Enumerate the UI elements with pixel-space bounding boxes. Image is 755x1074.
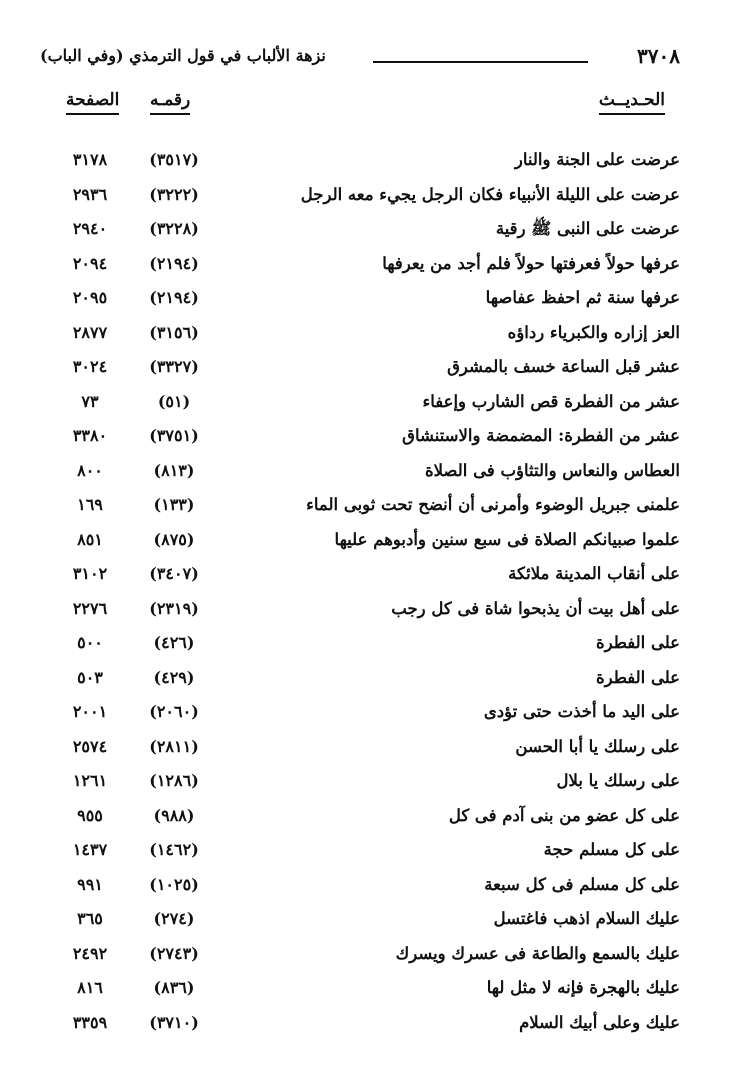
hadith-text: عليك وعلى أبيك السلام (519, 1012, 680, 1032)
page-reference: ٢٨٧٧ (72, 322, 108, 342)
page-reference: ٢٢٧٦ (72, 598, 108, 618)
page-reference: ١٤٣٧ (72, 840, 108, 859)
index-entry (40, 905, 680, 940)
hadith-number: (١٣٣) (153, 495, 195, 514)
hadith-text: عشر من الفطرة قص الشارب وإعفاء (422, 391, 680, 411)
header-rule (373, 61, 588, 63)
index-entry (40, 698, 680, 733)
hadith-text: العز إزاره والكبرياء رداؤه (507, 322, 680, 342)
page-reference: ٣٦٥ (77, 909, 103, 928)
hadith-index-list (40, 146, 680, 1043)
page-reference: ٢٠٩٤ (72, 253, 108, 273)
book-title: نزهة الألباب في قول الترمذي (وفي الباب) (40, 46, 326, 65)
hadith-text: عليك بالهجرة فإنه لا مثل لها (486, 978, 680, 997)
hadith-number: (٢٧٤٣) (149, 943, 199, 963)
index-entry (40, 664, 680, 699)
hadith-number: (٣٣٢٧) (149, 357, 199, 376)
page-reference: ٢٠٩٥ (72, 288, 108, 307)
hadith-number: (٣١٥٦) (149, 322, 199, 342)
hadith-number: (٥١) (157, 391, 191, 411)
hadith-text: على الفطرة (595, 633, 680, 652)
hadith-text: على اليد ما أخذت حتى تؤدى (483, 702, 680, 721)
index-entry (40, 457, 680, 492)
hadith-number: (٣٧١٠) (149, 1012, 199, 1032)
hadith-text: عليك بالسمع والطاعة فى عسرك ويسرك (395, 943, 680, 963)
index-entry (40, 629, 680, 664)
index-entry (40, 146, 680, 181)
page-reference: ٢٥٧٤ (72, 736, 108, 756)
index-entry (40, 284, 680, 319)
page-reference: ٣٣٥٩ (72, 1012, 108, 1032)
hadith-text: على رسلك يا أبا الحسن (515, 736, 680, 756)
hadith-number: (١٤٦٢) (149, 840, 199, 859)
page-reference: ٣١٧٨ (72, 150, 108, 169)
index-entry (40, 491, 680, 526)
page-reference: ٣٣٨٠ (72, 426, 108, 445)
index-entry (40, 836, 680, 871)
page-reference: ٨٥١ (77, 529, 103, 549)
hadith-number: (٢١٩٤) (149, 288, 199, 307)
hadith-text: العطاس والنعاس والتثاؤب فى الصلاة (424, 460, 680, 480)
hadith-text: عليك السلام اذهب فاغتسل (493, 909, 680, 928)
hadith-text: عشر من الفطرة: المضمضة والاستنشاق (402, 426, 680, 445)
hadith-number: (١٢٨٦) (149, 771, 199, 790)
hadith-number: (٩٨٨) (153, 805, 195, 825)
index-entry (40, 215, 680, 250)
page-reference: ١٦٩ (77, 495, 103, 514)
hadith-text: عرضت على النبى ﷺ رقية (495, 219, 680, 238)
column-heading-page-label: الصفحة (66, 90, 119, 115)
hadith-number: (٣٢٢٨) (149, 219, 199, 238)
hadith-text: عرفها سنة ثم احفظ عفاصها (485, 288, 680, 307)
column-heading-hadith (599, 90, 665, 118)
index-entry (40, 319, 680, 354)
hadith-text: على الفطرة (595, 667, 680, 687)
column-heading-number-label: رقمـه (150, 90, 190, 115)
page-reference: ٥٠٠ (77, 633, 103, 652)
hadith-number: (٢٨١١) (149, 736, 199, 756)
index-entry (40, 388, 680, 423)
hadith-text: على كل مسلم فى كل سبعة (484, 874, 680, 894)
page-reference: ٣٠٢٤ (72, 357, 108, 376)
hadith-number: (٢٠٦٠) (149, 702, 199, 721)
index-entry (40, 250, 680, 285)
hadith-text: على كل مسلم حجة (543, 840, 680, 859)
hadith-number: (٨٧٥) (153, 529, 195, 549)
hadith-text: علموا صبيانكم الصلاة فى سبع سنين وأدبوهم عليها (334, 529, 680, 549)
hadith-number: (٢١٩٤) (149, 253, 199, 273)
index-entry (40, 974, 680, 1009)
index-entry (40, 802, 680, 837)
page-reference: ٨٠٠ (77, 460, 103, 480)
index-entry (40, 595, 680, 630)
hadith-text: عرفها حولاً فعرفتها حولاً فلم أجد من يعرفها (382, 253, 680, 273)
hadith-number: (٢٧٤) (153, 909, 195, 928)
page-reference: ٧٣ (81, 391, 99, 411)
hadith-text: على رسلك يا بلال (556, 771, 680, 790)
hadith-number: (٢٣١٩) (149, 598, 199, 618)
page-reference: ٣١٠٢ (72, 564, 108, 583)
column-heading-number (150, 90, 190, 118)
index-entry (40, 526, 680, 561)
hadith-text: عشر قبل الساعة خسف بالمشرق (447, 357, 680, 376)
index-entry (40, 422, 680, 457)
index-entry (40, 1009, 680, 1044)
index-entry (40, 560, 680, 595)
page-reference: ٢٩٤٠ (72, 219, 108, 238)
index-entry (40, 733, 680, 768)
hadith-number: (٨٣٦) (153, 978, 195, 997)
hadith-text: علمنى جبريل الوضوء وأمرنى أن أنضح تحت ثوبى الماء (306, 495, 680, 514)
hadith-number: (٣٧٥١) (149, 426, 199, 445)
column-heading-page (66, 90, 119, 118)
hadith-number: (٤٢٩) (153, 667, 195, 687)
hadith-number: (٣٥١٧) (149, 150, 199, 169)
page-reference: ٢٩٣٦ (72, 184, 108, 204)
index-entry (40, 181, 680, 216)
page-reference: ٢٠٠١ (72, 702, 108, 721)
hadith-number: (٣٢٢٢) (149, 184, 199, 204)
hadith-text: عرضت على الجنة والنار (514, 150, 680, 169)
page-reference: ٥٠٣ (77, 667, 103, 687)
hadith-text: على أنقاب المدينة ملائكة (508, 564, 680, 583)
hadith-text: عرضت على الليلة الأنبياء فكان الرجل يجيء معه الرجل (300, 184, 680, 204)
page-reference: ٩٥٥ (77, 805, 103, 825)
running-header (40, 44, 680, 74)
hadith-text: على أهل بيت أن يذبحوا شاة فى كل رجب (391, 598, 680, 618)
index-entry (40, 871, 680, 906)
hadith-text: على كل عضو من بنى آدم فى كل (448, 805, 680, 825)
page-reference: ٩٩١ (77, 874, 103, 894)
hadith-number: (٤٢٦) (153, 633, 195, 652)
page-number: ٣٧٠٨ (637, 44, 680, 68)
page-reference: ٨١٦ (77, 978, 103, 997)
hadith-number: (٨١٣) (153, 460, 195, 480)
hadith-number: (٣٤٠٧) (149, 564, 199, 583)
index-entry (40, 940, 680, 975)
page-reference: ٢٤٩٢ (72, 943, 108, 963)
page-reference: ١٢٦١ (72, 771, 108, 790)
index-entry (40, 767, 680, 802)
index-entry (40, 353, 680, 388)
hadith-number: (١٠٢٥) (149, 874, 199, 894)
column-heading-hadith-label: الحـديــث (599, 90, 665, 115)
